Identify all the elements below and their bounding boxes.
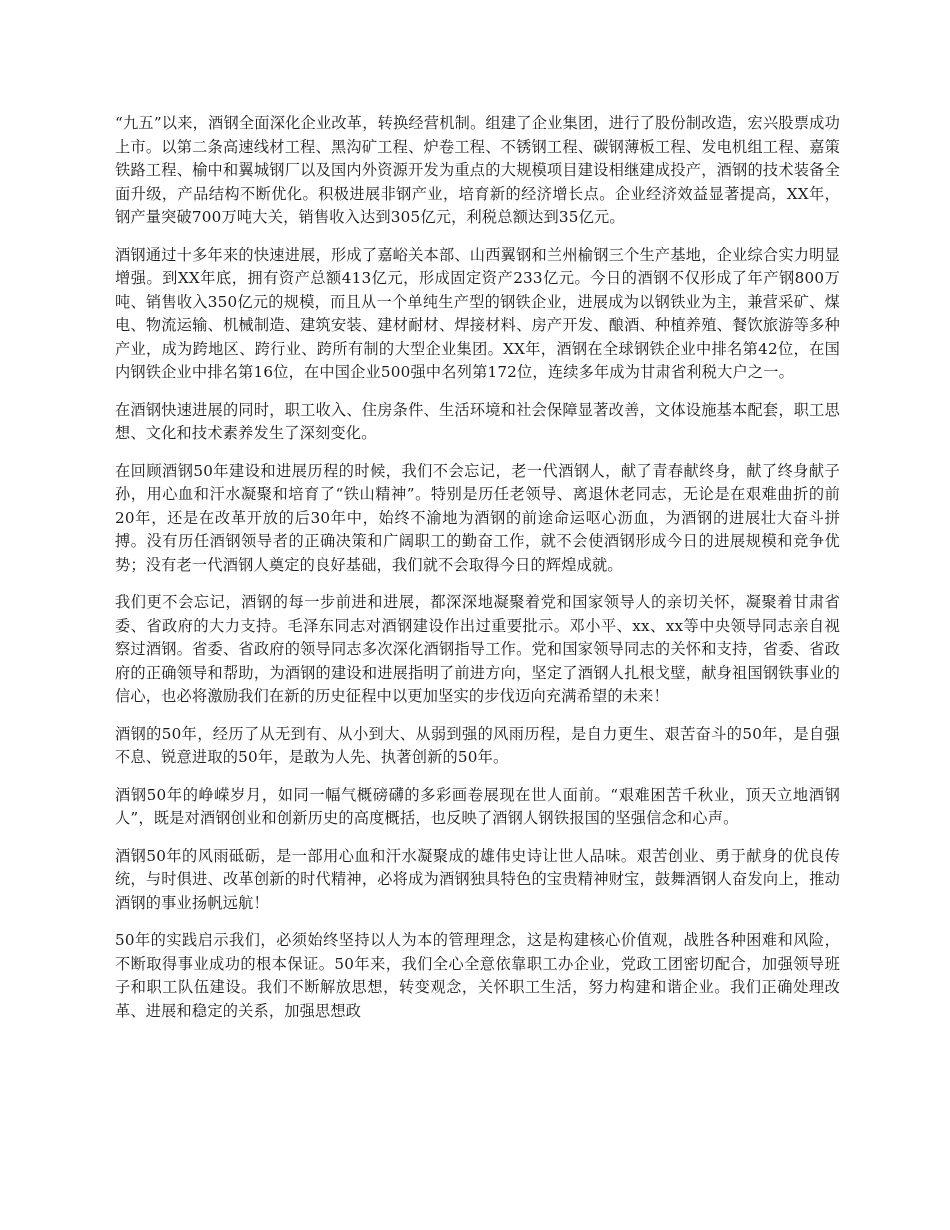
paragraph-1: “九五”以来，酒钢全面深化企业改革，转换经营机制。组建了企业集团，进行了股份制改造，宏兴股票成功上市。以第二条高速线材工程、黑沟矿工程、炉卷工程、不锈钢工程、碳钢薄板工程、发电机组工程、嘉策铁路工程、榆中和翼城钢厂以及国内外资源开发为重点的大规模项目建设相继建成投产，酒钢的技术装备全面升级，产品结构不断优化。积极进展非钢产业，培育新的经济增长点。企业经济效益显著提高，XX年，钢产量突破700万吨大关，销售收入达到305亿元，利税总额达到35亿元。 xyxy=(115,114,840,226)
paragraph-2: 酒钢通过十多年来的快速进展，形成了嘉峪关本部、山西翼钢和兰州榆钢三个生产基地，企业综合实力明显增强。到XX年底，拥有资产总额413亿元，形成固定资产233亿元。今日的酒钢不仅形成了年产钢800万吨、销售收入350亿元的规模，而且从一个单纯生产型的钢铁企业，进展成为以钢铁业为主，兼营采矿、煤电、物流运输、机械制造、建筑安装、建材耐材、焊接材料、房产开发、酿酒、种植养殖、餐饮旅游等多种产业，成为跨地区、跨行业、跨所有制的大型企业集团。XX年，酒钢在全球钢铁企业中排名第42位，在国内钢铁企业中排名第16位，在中国企业500强中名列第172位，连续多年成为甘肃省利税大户之一。 xyxy=(115,245,840,381)
paragraph-9: 50年的实践启示我们，必须始终坚持以人为本的管理理念，这是构建核心价值观，战胜各种困难和风险，不断取得事业成功的根本保证。50年来，我们全心全意依靠职工办企业，党政工团密切配合，加强领导班子和职工队伍建设。我们不断解放思想，转变观念，关怀职工生活，努力构建和谐企业。我们正确处理改革、进展和稳定的关系，加强思想政 xyxy=(115,931,840,1020)
paragraph-3: 在酒钢快速进展的同时，职工收入、住房条件、生活环境和社会保障显著改善，文体设施基本配套，职工思想、文化和技术素养发生了深刻变化。 xyxy=(115,400,840,442)
paragraph-7: 酒钢50年的峥嵘岁月，如同一幅气概磅礴的多彩画卷展现在世人面前。“艰难困苦千秋业，顶天立地酒钢人”，既是对酒钢创业和创新历史的高度概括，也反映了酒钢人钢铁报国的坚强信念和心声。 xyxy=(115,785,840,827)
document-page xyxy=(115,112,840,1037)
paragraph-4: 在回顾酒钢50年建设和进展历程的时候，我们不会忘记，老一代酒钢人，献了青春献终身，献了终身献子孙，用心血和汗水凝聚和培育了“铁山精神”。特别是历任老领导、离退休老同志，无论是在艰难曲折的前20年，还是在改革开放的后30年中，始终不渝地为酒钢的前途命运呕心沥血，为酒钢的进展壮大奋斗拼搏。没有历任酒钢领导者的正确决策和广阔职工的勤奋工作，就不会使酒钢形成今日的进展规模和竞争优势；没有老一代酒钢人奠定的良好基础，我们就不会取得今日的辉煌成就。 xyxy=(115,461,840,574)
paragraph-6: 酒钢的50年，经历了从无到有、从小到大、从弱到强的风雨历程，是自力更生、艰苦奋斗的50年，是自强不息、锐意进取的50年，是敢为人先、执著创新的50年。 xyxy=(115,724,840,766)
paragraph-8: 酒钢50年的风雨砥砺，是一部用心血和汗水凝聚成的雄伟史诗让世人品味。艰苦创业、勇于献身的优良传统，与时俱进、改革创新的时代精神，必将成为酒钢独具特色的宝贵精神财宝，鼓舞酒钢人奋发向上，推动酒钢的事业扬帆远航！ xyxy=(115,846,840,912)
paragraph-5: 我们更不会忘记，酒钢的每一步前进和进展，都深深地凝聚着党和国家领导人的亲切关怀，凝聚着甘肃省委、省政府的大力支持。毛泽东同志对酒钢建设作出过重要批示。邓小平、xx、xx等中央领导同志亲自视察过酒钢。省委、省政府的领导同志多次深化酒钢指导工作。党和国家领导同志的关怀和支持，省委、省政府的正确领导和帮助，为酒钢的建设和进展指明了前进方向，坚定了酒钢人扎根戈壁，献身祖国钢铁事业的信心，也必将激励我们在新的历史征程中以更加坚实的步伐迈向充满希望的未来！ xyxy=(115,593,840,705)
